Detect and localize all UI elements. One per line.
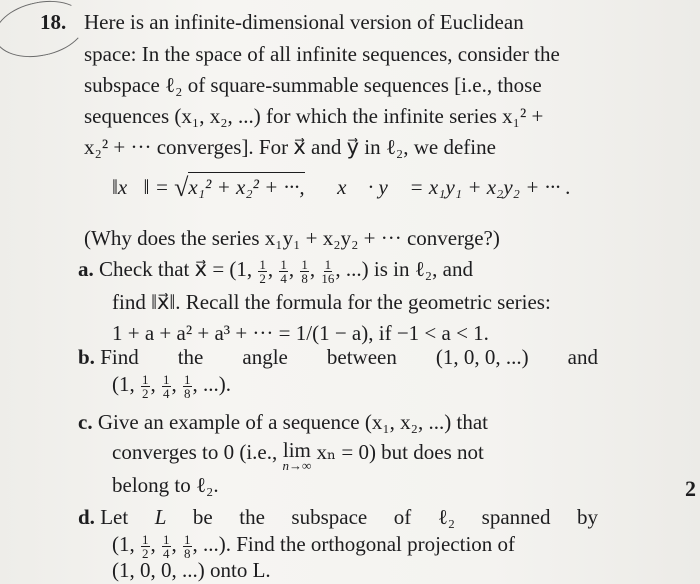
fraction: $\frac{1}{8}$ [184,531,191,561]
part-b-line-1 [78,345,598,369]
part-c-label: c. [78,410,93,434]
intro-line-3: subspace ℓ₂ of square-summable sequences [i.e., those [84,73,542,97]
part-d-line-2: (1, $\frac{1}{2}$ , $\frac{1}{4}$ , $\frac{1}{8}$ , ...). Find the orthogonal projection of [112,531,516,561]
part-b-line-2: (1, $\frac{1}{2}$ , $\frac{1}{4}$ , $\frac{1}{8}$ , ...). [112,371,231,401]
fraction: $\frac{1}{8}$ [301,256,308,286]
part-d-line-1 [78,505,598,529]
word: and [567,345,598,369]
intro-line-1: Here is an infinite-dimensional version of Euclidean [84,10,524,34]
word: spanned [481,505,551,529]
vector-start: (1, [112,532,135,556]
part-c-text: Give an example of a sequence (x₁, x₂, ...) that [97,410,488,434]
fraction: $\frac{1}{4}$ [280,256,287,286]
lim-subscript: n→∞ [282,458,312,473]
word: Find [100,345,139,369]
part-d-line-3: (1, 0, 0, ...) onto L. [112,558,271,582]
part-a-label: a. [78,257,94,281]
word: angle [242,345,288,369]
convergence-question: (Why does the series x₁y₁ + x₂y₂ + ··· converge?) [84,226,500,250]
lim-operator: lim [282,438,311,462]
problem-number: 18. [40,10,67,34]
vector-start: (1, [112,372,135,396]
part-c-line-2 [112,440,484,472]
norm-definition: ‖x⃗‖ = [112,175,169,199]
word: (1, 0, 0, ...) [435,345,529,369]
fraction: $\frac{1}{8}$ [184,371,191,401]
part-d-text: ...). Find the orthogonal projection of [203,532,516,556]
part-c-line-3: belong to ℓ₂. [112,473,219,497]
fraction: $\frac{1}{4}$ [163,531,170,561]
word: be [192,505,213,529]
part-c-text: converges to 0 (i.e., [112,440,278,464]
word: the [239,505,265,529]
word: Let [100,505,129,529]
part-a-line-2: find ‖x⃗‖. Recall the formula for the geometric series: [112,290,551,314]
intro-line-2: space: In the space of all infinite sequences, consider the [84,42,560,66]
norm-radicand: x₁² + x₂² + ···, [188,172,304,200]
part-c-line-1 [78,410,488,434]
intro-line-4: sequences (x₁, x₂, ...) for which the infinite series x₁² + [84,104,544,128]
part-d-label: d. [78,505,95,529]
part-a-line-3: 1 + a + a² + a³ + ··· = 1/(1 − a), if −1 < a < 1. [112,321,489,345]
intro-line-5: x₂² + ··· converges]. For x⃗ and y⃗ in ℓ₂, we define [84,135,496,159]
definition-formula [112,172,571,203]
fraction: $\frac{1}{4}$ [163,371,170,401]
word: of [393,505,412,529]
word: the [177,345,204,369]
part-c-text: xₙ = 0) but does not [316,440,484,464]
part-b-label: b. [78,345,95,369]
word: L [154,505,167,529]
fraction: $\frac{1}{16}$ [321,256,335,286]
part-a-vector-end: ...) is in ℓ₂, and [345,257,473,281]
part-a-line-1: a. Check that x⃗ = (1, $\frac{1}{2}$ , $\frac{1}{4}$ , $\frac{1}{8}$ , $\frac{1}{16}$ , ...) is in ℓ₂, and [78,256,473,286]
dot-product-definition: x⃗ · y⃗ = x₁y₁ + x₂y₂ + ··· . [337,175,571,199]
word: subspace [291,505,368,529]
sqrt-symbol: √ [174,173,189,202]
word: between [326,345,397,369]
limit-expression [282,440,311,472]
margin-page-number: 2 [685,476,696,501]
vector-end: ...). [203,372,231,396]
part-a-vector-start: Check that x⃗ = (1, [99,257,253,281]
fraction: $\frac{1}{2}$ [142,371,149,401]
fraction: $\frac{1}{2}$ [259,256,266,286]
word: ℓ₂ [437,505,456,529]
fraction: $\frac{1}{2}$ [142,531,149,561]
word: by [577,505,598,529]
